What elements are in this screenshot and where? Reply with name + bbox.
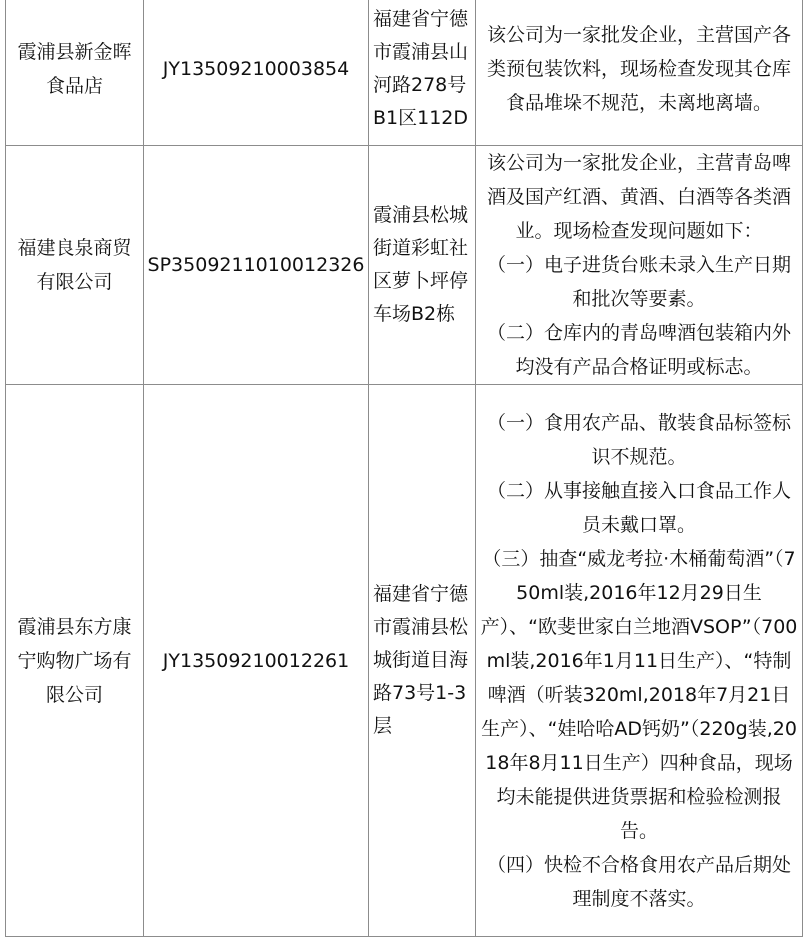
finding-paragraph: （二）仓库内的青岛啤酒包装箱内外均没有产品合格证明或标志。 — [486, 322, 791, 378]
company-name: 霞浦县新金晖食品店 — [6, 0, 144, 146]
company-address: 福建省宁德市霞浦县松城街道目海路73号1-3层 — [369, 385, 476, 937]
inspection-findings — [476, 0, 803, 146]
table-row — [6, 385, 803, 937]
company-name: 霞浦县东方康宁购物广场有限公司 — [6, 385, 144, 937]
license-number: JY13509210003854 — [144, 0, 369, 146]
inspection-findings — [476, 146, 803, 385]
inspection-table — [5, 0, 803, 937]
table-row — [6, 0, 803, 146]
company-address: 福建省宁德市霞浦县山河路278号B1区112D — [369, 0, 476, 146]
finding-paragraph: （一）电子进货台账未录入生产日期和批次等要素。 — [486, 254, 791, 310]
finding-paragraph: （一）食用农产品、散装食品标签标识不规范。 — [486, 411, 791, 468]
table-row — [6, 146, 803, 385]
license-number: JY13509210012261 — [144, 385, 369, 937]
finding-paragraph: （三）抽查“威龙考拉·木桶葡萄酒”（750ml装,2016年12月29日生产）、“欧斐世家白兰地酒VSOP”（700ml装,2016年1月11日生产）、“特制啤酒（听装320ml,2018年7月21日生产）、“娃哈哈AD钙奶”（220g装,2018年8月11日生产）四种食品，现场均未能提供进货票据和检验检测报告。 — [480, 547, 798, 842]
inspection-findings — [476, 385, 803, 937]
license-number: SP3509211010012326 — [144, 146, 369, 385]
finding-paragraph: （二）从事接触直接入口食品工作人员未戴口罩。 — [486, 479, 791, 536]
finding-paragraph: 该公司为一家批发企业，主营国产各类预包装饮料，现场检查发现其仓库食品堆垛不规范，未离地离墙。 — [486, 24, 791, 114]
finding-paragraph: （四）快检不合格食用农产品后期处理制度不落实。 — [486, 853, 791, 910]
company-name: 福建良泉商贸有限公司 — [6, 146, 144, 385]
finding-paragraph: 该公司为一家批发企业，主营青岛啤酒及国产红酒、黄酒、白酒等各类酒业。现场检查发现问题如下： — [486, 152, 791, 242]
company-address: 霞浦县松城街道彩虹社区萝卜坪停车场B2栋 — [369, 146, 476, 385]
